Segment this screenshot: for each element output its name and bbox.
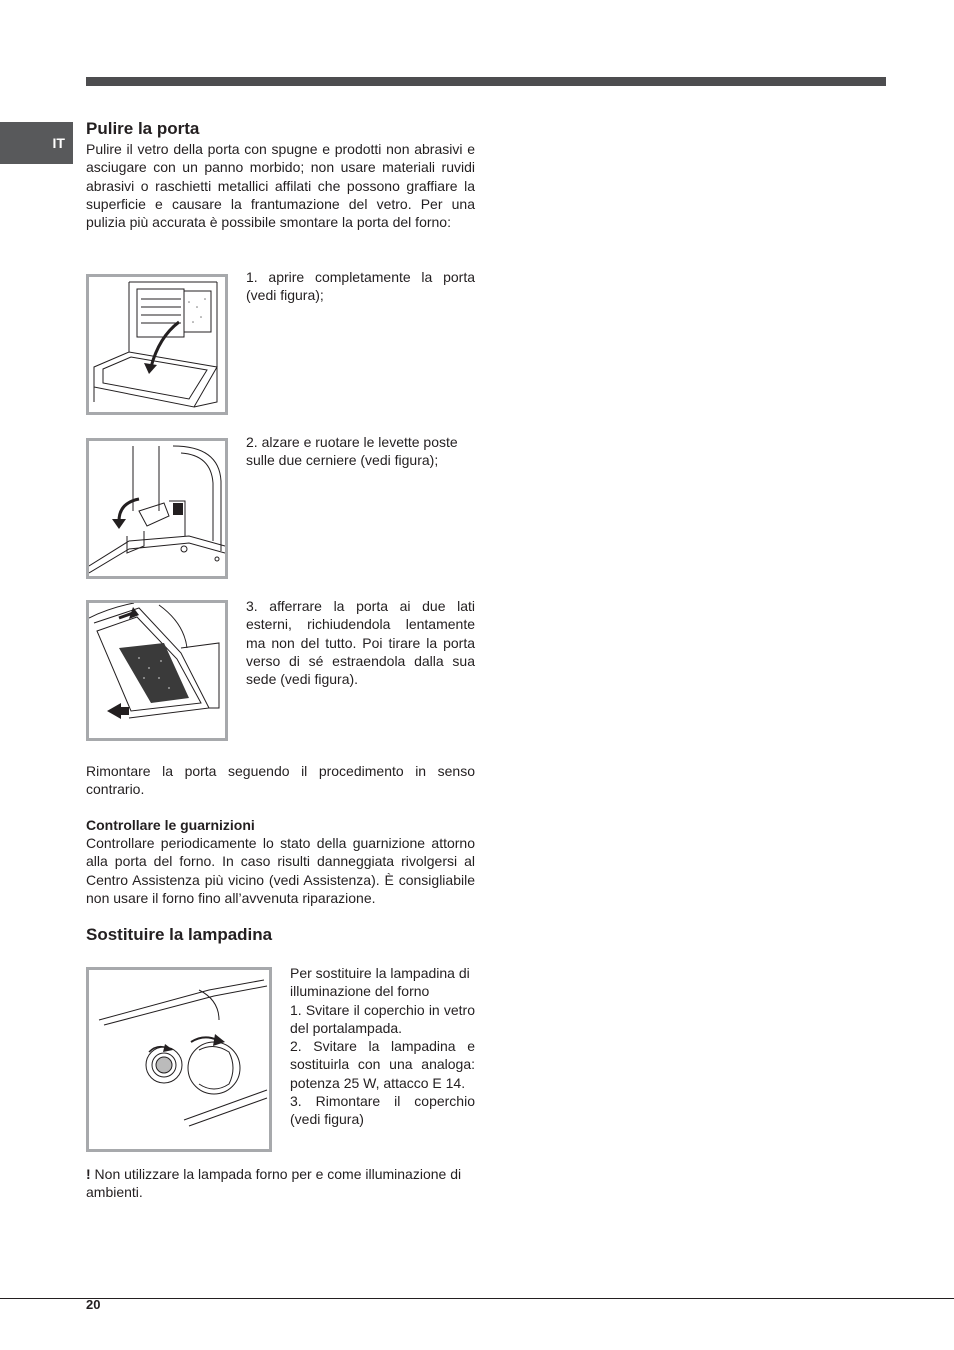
lamp-line-3: 2. Svitare la lampadina e sostituirla con una analoga: potenza 25 W, attacco E 14. — [290, 1038, 475, 1091]
step-2 — [246, 433, 475, 470]
reassemble-block — [86, 762, 475, 799]
open-door-illustration — [89, 277, 225, 412]
gaskets-text: Controllare periodicamente lo stato della guarnizione attorno alla porta del forno. In caso risulti danneggiata rivolgersi al Centro Assistenza più vicino (vedi Assistenza). È consigliabile non usare il forno fino all’avvenuta riparazione. — [86, 835, 475, 906]
reassemble-text: Rimontare la porta seguendo il procedimento in senso contrario. — [86, 763, 475, 798]
page-number: 20 — [86, 1297, 101, 1312]
step-3 — [246, 597, 475, 688]
language-tab — [0, 122, 73, 164]
intro-paragraph: Pulire il vetro della porta con spugne e prodotti non abrasivi e asciugare con un panno morbido; non usare materiali ruvidi abrasivi o raschietti metallici affilati che possono graffiare la superficie e causare la frantumazione del vetro. Per una pulizia più accurata è possibile smontare la porta del forno: — [86, 141, 475, 231]
remove-door-illustration — [89, 603, 225, 738]
gaskets-block — [86, 816, 475, 907]
figure-hinge-lever — [86, 438, 228, 579]
footer-rule — [0, 1298, 954, 1299]
warning-block — [86, 1165, 475, 1202]
lamp-instructions — [290, 964, 475, 1129]
header-bar — [86, 77, 886, 86]
step-3-text: 3. afferrare la porta ai due lati esterni, richiudendola lentamente ma non del tutto. Poi tirare la porta verso di sé estraendola dalla sua sede (vedi figura). — [246, 598, 475, 688]
warning-text: Non utilizzare la lampada forno per e come illuminazione di ambienti. — [86, 1166, 462, 1201]
step-2-text: 2. alzare e ruotare le levette poste sulle due cerniere (vedi figura); — [246, 434, 458, 469]
section-title: Sostituire la lampadina — [86, 925, 273, 944]
gaskets-title: Controllare le guarnizioni — [86, 817, 255, 833]
lamp-line-2: 1. Svitare il coperchio in vetro del portalampada. — [290, 1001, 475, 1036]
lamp-line-4: 3. Rimontare il coperchio (vedi figura) — [290, 1093, 475, 1128]
figure-lamp — [86, 967, 272, 1152]
figure-open-door — [86, 274, 228, 415]
warning-mark: ! — [86, 1166, 91, 1182]
step-1 — [246, 268, 475, 305]
step-1-text: 1. aprire completamente la porta (vedi figura); — [246, 269, 475, 304]
lamp-illustration — [89, 970, 269, 1149]
section-lamp — [86, 925, 475, 945]
hinge-lever-illustration — [89, 441, 225, 576]
figure-remove-door — [86, 600, 228, 741]
lamp-line-1: Per sostituire la lampadina di illuminazione del forno — [290, 965, 470, 1000]
section-title: Pulire la porta — [86, 119, 200, 138]
language-code: IT — [52, 135, 65, 151]
section-door-cleaning — [86, 119, 475, 231]
